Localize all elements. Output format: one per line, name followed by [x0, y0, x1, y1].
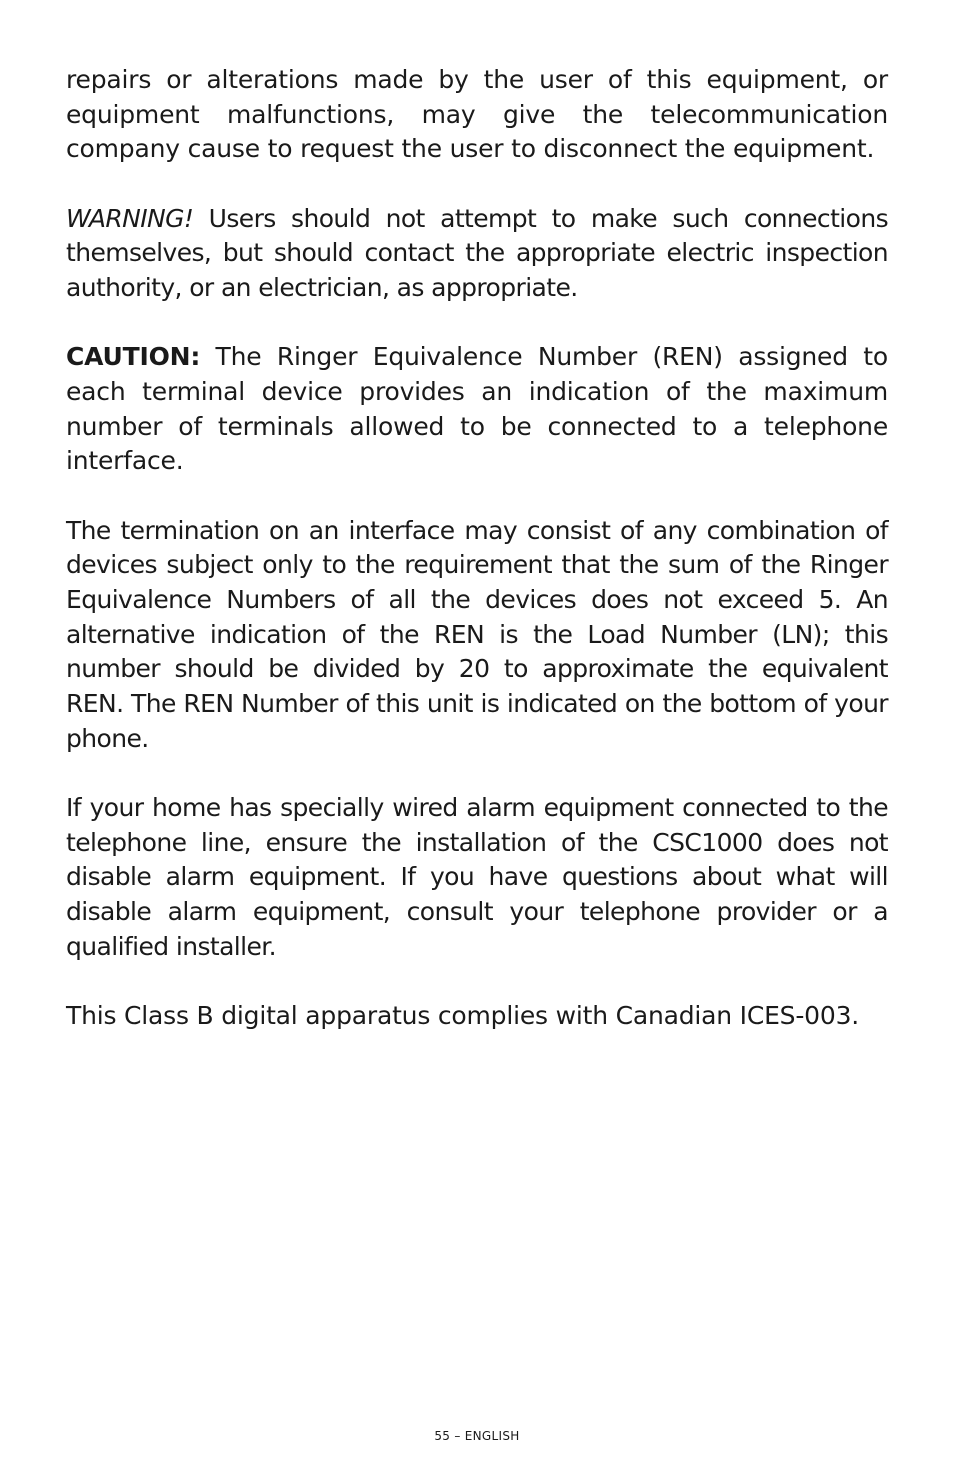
- warning-label: WARNING!: [66, 203, 194, 233]
- paragraph-alarm: If your home has specially wired alarm equipment connected to the telephone line, ensure the installation of the CSC1000 does not disable alarm equipment. If you have questions about what will disable alarm equipment, consult your telephone provider or a qualified installer.: [66, 792, 888, 961]
- caution-text: The Ringer Equivalence Number (REN) assigned to each terminal device provides an indication of the maximum number of terminals allowed to be connected to a telephone interface.: [66, 342, 888, 476]
- paragraph-ices: This Class B digital apparatus complies with Canadian ICES-003.: [66, 1000, 860, 1030]
- warning-text: Users should not attempt to make such connections themselves, but should contact the appropriate electric inspection authority, or an electrician, as appropriate.: [66, 203, 888, 303]
- paragraph-repairs: repairs or alterations made by the user of this equipment, or equipment malfunctions, may give the telecommunication company cause to request the user to disconnect the equipment.: [66, 65, 888, 164]
- paragraph-warning: [66, 202, 888, 306]
- page-footer: 55 – ENGLISH: [434, 1429, 520, 1443]
- paragraph-caution: [66, 340, 888, 479]
- page-body: [66, 63, 888, 1068]
- paragraph-termination: The termination on an interface may consist of any combination of devices subject only to the requirement that the sum of the Ringer Equivalence Numbers of all the devices does not exceed 5. An alternative indication of the REN is the Load Number (LN); this number should be divided by 20 to approximate the equivalent REN. The REN Number of this unit is indicated on the bottom of your phone.: [66, 515, 888, 753]
- caution-label: CAUTION:: [66, 342, 201, 372]
